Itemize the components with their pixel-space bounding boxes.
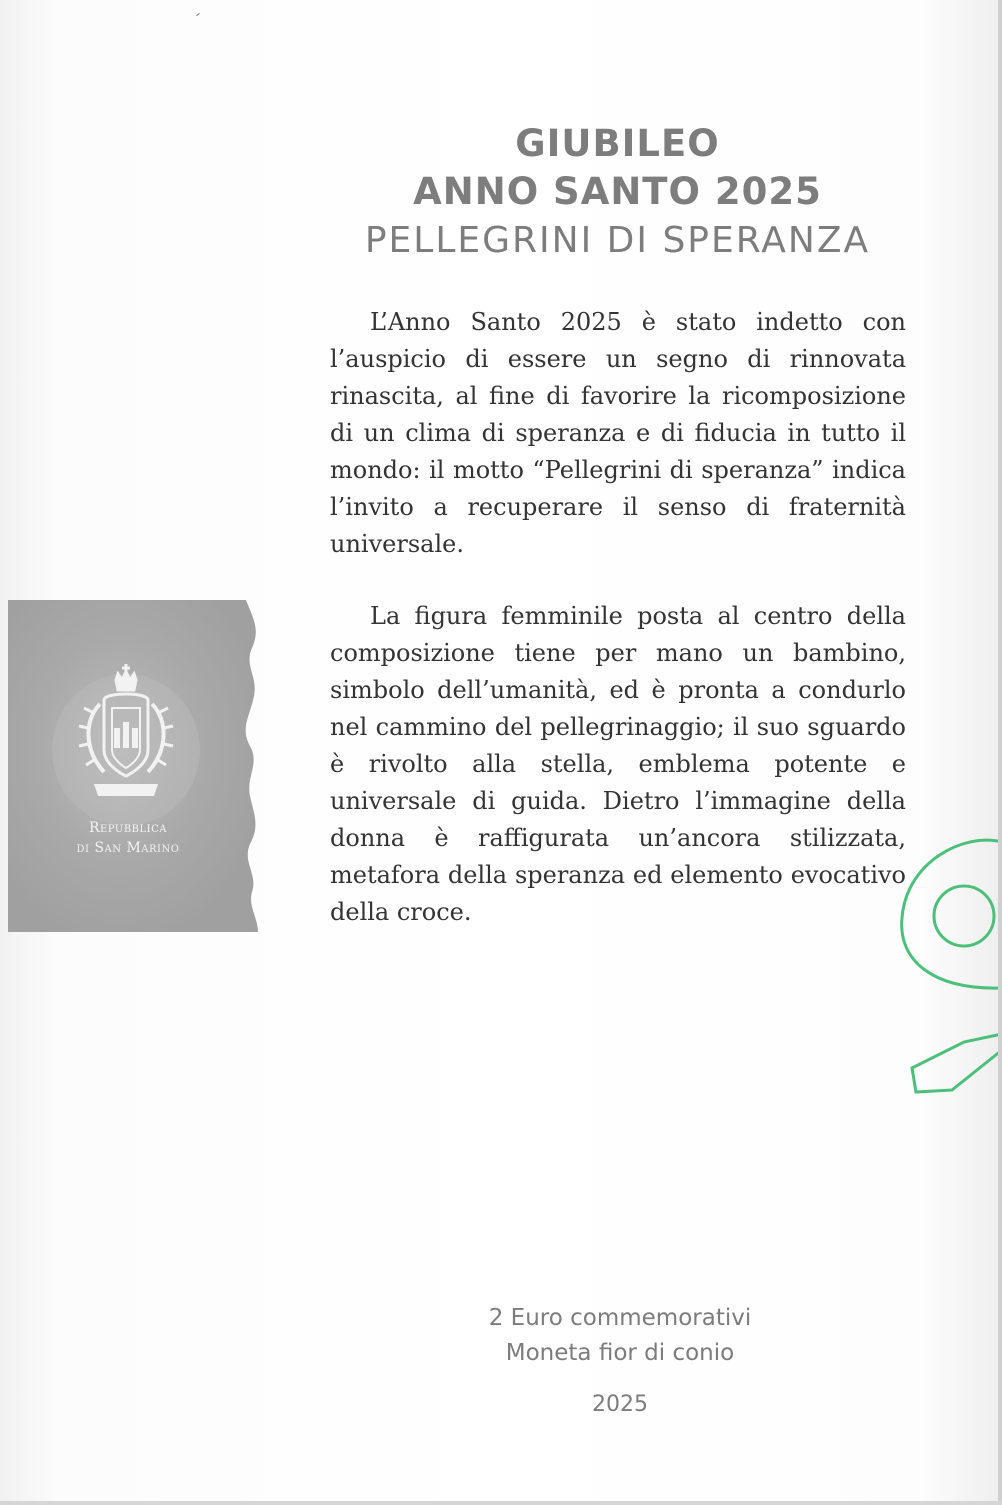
subtitle-pilgrims: PELLEGRINI DI SPERANZA (364, 220, 871, 261)
paragraph-description (330, 598, 906, 931)
footer-year: 2025 (592, 1392, 648, 1417)
seal-text-line1: Repubblica (89, 820, 167, 836)
page-edge-bottom (0, 1501, 1002, 1505)
paragraph-intro-text: L’Anno Santo 2025 è stato indetto con l’auspicio di essere un segno di rinnovata rinascita, al fine di favorire la ricomposizione di un clima di speranza e di fiducia in tutto il mondo: il motto “Pellegrini di speranza” indica l’invito a recuperare il senso di fraternità universale. (330, 308, 906, 558)
green-outline-decoration (892, 830, 1002, 1110)
paragraph-description-text: La figura femminile posta al centro della composizione tiene per mano un bambino, simbolo dell’umanità, ed è pronta a condurlo nel cammino del pellegrinaggio; il suo sguardo è rivolto alla stella, emblema potente e universale di guida. Dietro l’immagine della donna è raffigurata un’ancora stilizzata, metafora della speranza ed elemento evocativo della croce. (330, 602, 906, 926)
paragraph-intro (330, 304, 906, 563)
title-holy-year: ANNO SANTO 2025 (413, 170, 822, 213)
footer-commemorative: 2 Euro commemorativi (488, 1305, 752, 1331)
san-marino-seal-card (8, 600, 258, 932)
seal-text-line2: di San Marino (76, 840, 180, 856)
footer-coin-quality: Moneta fior di conio (505, 1340, 735, 1366)
paper-mark (196, 13, 200, 16)
page-edge-right (998, 0, 1002, 1505)
title-jubilee: GIUBILEO (515, 122, 720, 165)
